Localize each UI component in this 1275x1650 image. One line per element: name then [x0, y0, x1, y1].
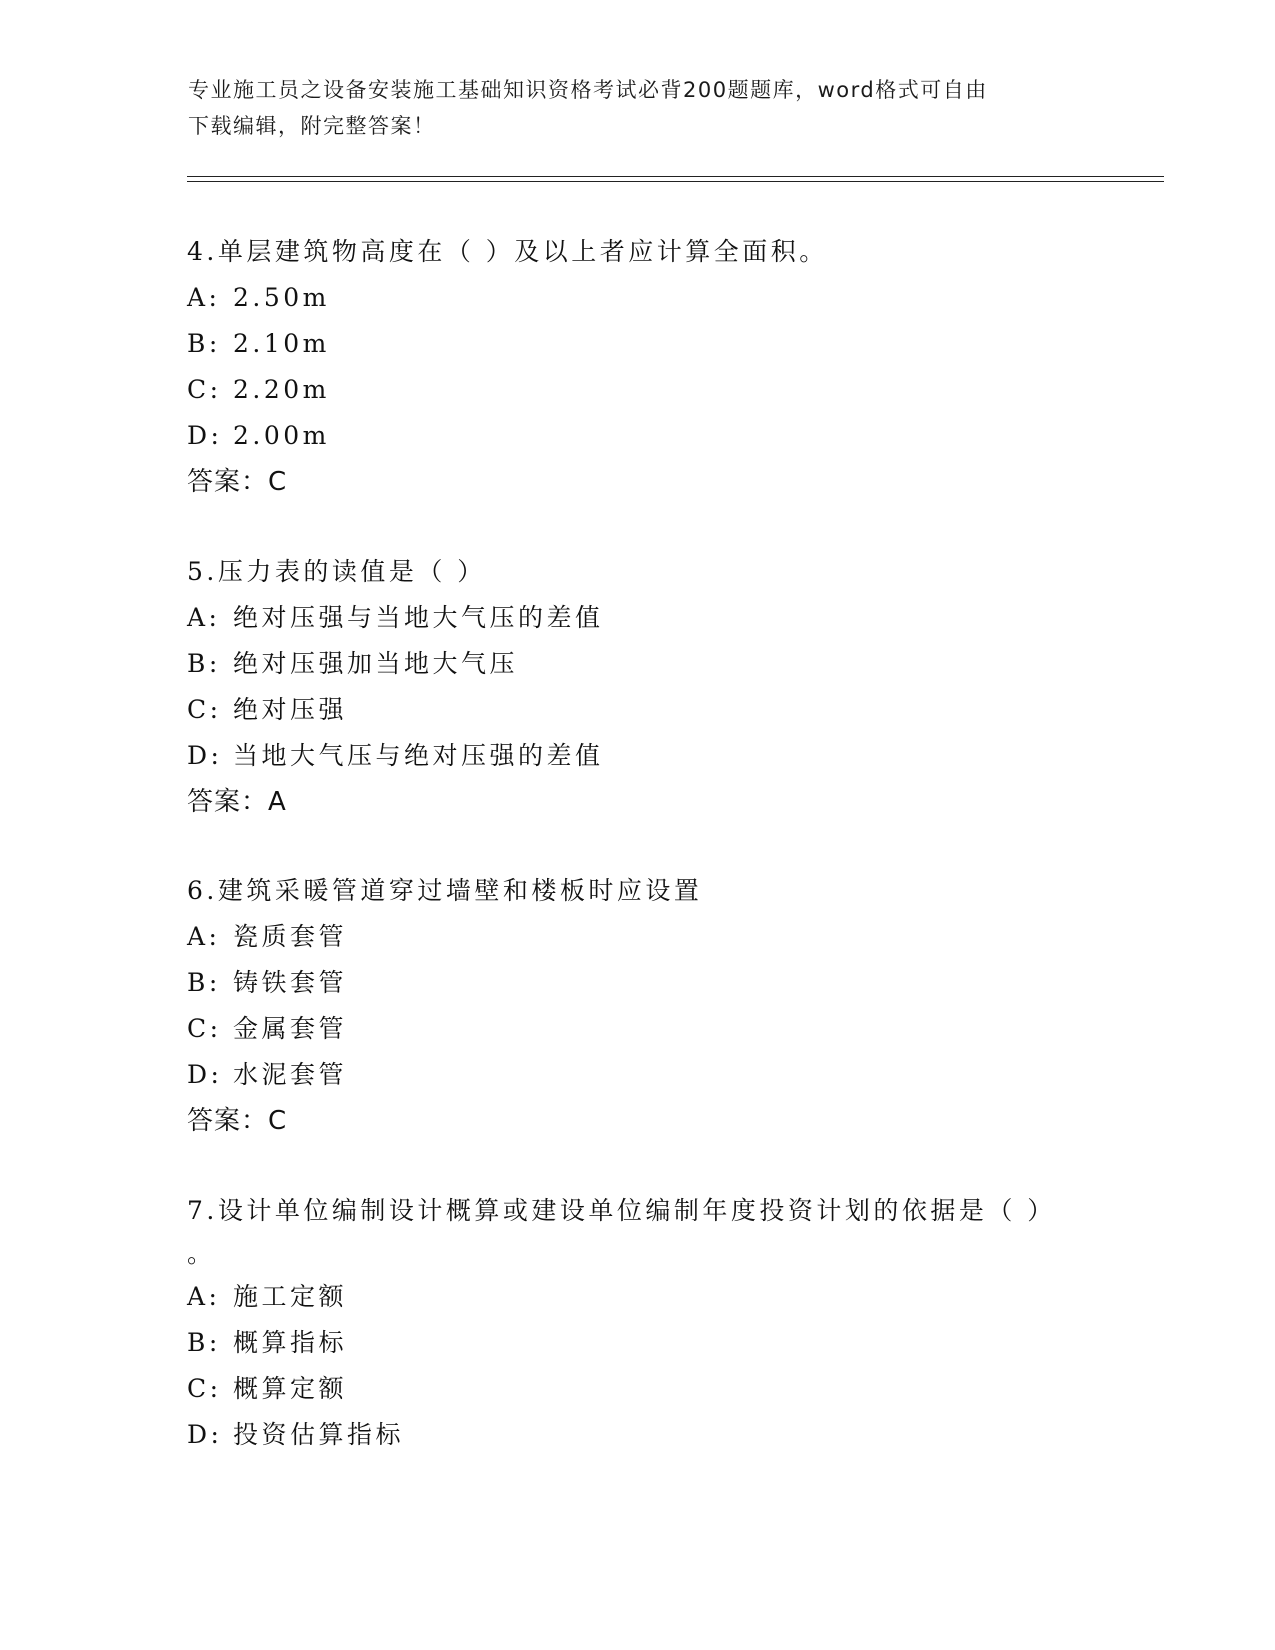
option-label: D:	[187, 1420, 223, 1449]
header-line-2: 下载编辑，附完整答案！	[188, 114, 436, 138]
option-text: 金属套管	[233, 1014, 348, 1043]
option-label: B:	[187, 649, 221, 678]
question-stem: 4.单层建筑物高度在（ ）及以上者应计算全面积。	[187, 237, 828, 266]
option-d	[187, 1052, 1087, 1098]
option-label: C:	[187, 695, 222, 724]
option-c	[187, 687, 1087, 733]
question-7	[187, 1188, 1087, 1458]
option-label: B:	[187, 968, 221, 997]
option-text: 2.00m	[233, 421, 330, 450]
option-a	[187, 595, 1087, 641]
option-text: 水泥套管	[233, 1060, 348, 1089]
option-d	[187, 1412, 1087, 1458]
option-label: A:	[187, 283, 221, 312]
option-text: 概算指标	[233, 1328, 348, 1357]
option-text: 2.20m	[233, 375, 330, 404]
option-b	[187, 321, 1087, 367]
option-text: 绝对压强加当地大气压	[233, 649, 519, 678]
option-text: 铸铁套管	[233, 968, 348, 997]
option-label: D:	[187, 421, 223, 450]
option-a	[187, 1274, 1087, 1320]
option-label: D:	[187, 1060, 223, 1089]
question-6	[187, 868, 1087, 1144]
option-label: C:	[187, 375, 222, 404]
option-label: A:	[187, 1282, 221, 1311]
option-text: 瓷质套管	[233, 922, 348, 951]
option-text: 2.50m	[233, 283, 330, 312]
question-stem: 7.设计单位编制设计概算或建设单位编制年度投资计划的依据是（ ）	[187, 1196, 1056, 1225]
option-label: B:	[187, 329, 221, 358]
option-text: 概算定额	[233, 1374, 348, 1403]
option-a	[187, 914, 1087, 960]
option-text: 2.10m	[233, 329, 330, 358]
option-label: C:	[187, 1374, 222, 1403]
option-text: 绝对压强与当地大气压的差值	[233, 603, 604, 632]
option-text: 施工定额	[233, 1282, 348, 1311]
option-label: C:	[187, 1014, 222, 1043]
header-divider-bottom	[187, 181, 1164, 182]
header-divider-top	[187, 176, 1164, 177]
option-label: D:	[187, 741, 223, 770]
option-c	[187, 367, 1087, 413]
option-c	[187, 1366, 1087, 1412]
document-header	[188, 72, 1068, 144]
option-b	[187, 641, 1087, 687]
option-a	[187, 275, 1087, 321]
option-label: B:	[187, 1328, 221, 1357]
option-text: 当地大气压与绝对压强的差值	[233, 741, 604, 770]
question-stem-continuation: 。	[187, 1239, 216, 1268]
question-4	[187, 229, 1087, 505]
option-text: 绝对压强	[233, 695, 348, 724]
option-label: A:	[187, 603, 221, 632]
answer-line: 答案：C	[187, 467, 288, 497]
option-d	[187, 413, 1087, 459]
option-d	[187, 733, 1087, 779]
option-b	[187, 960, 1087, 1006]
answer-line: 答案：A	[187, 787, 287, 817]
question-5	[187, 549, 1087, 825]
answer-line: 答案：C	[187, 1106, 288, 1136]
option-text: 投资估算指标	[233, 1420, 405, 1449]
option-b	[187, 1320, 1087, 1366]
question-stem: 5.压力表的读值是（ ）	[187, 557, 486, 586]
question-stem: 6.建筑采暖管道穿过墙壁和楼板时应设置	[187, 876, 703, 905]
option-label: A:	[187, 922, 221, 951]
header-line-1: 专业施工员之设备安装施工基础知识资格考试必背200题题库，word格式可自由	[188, 78, 988, 102]
option-c	[187, 1006, 1087, 1052]
